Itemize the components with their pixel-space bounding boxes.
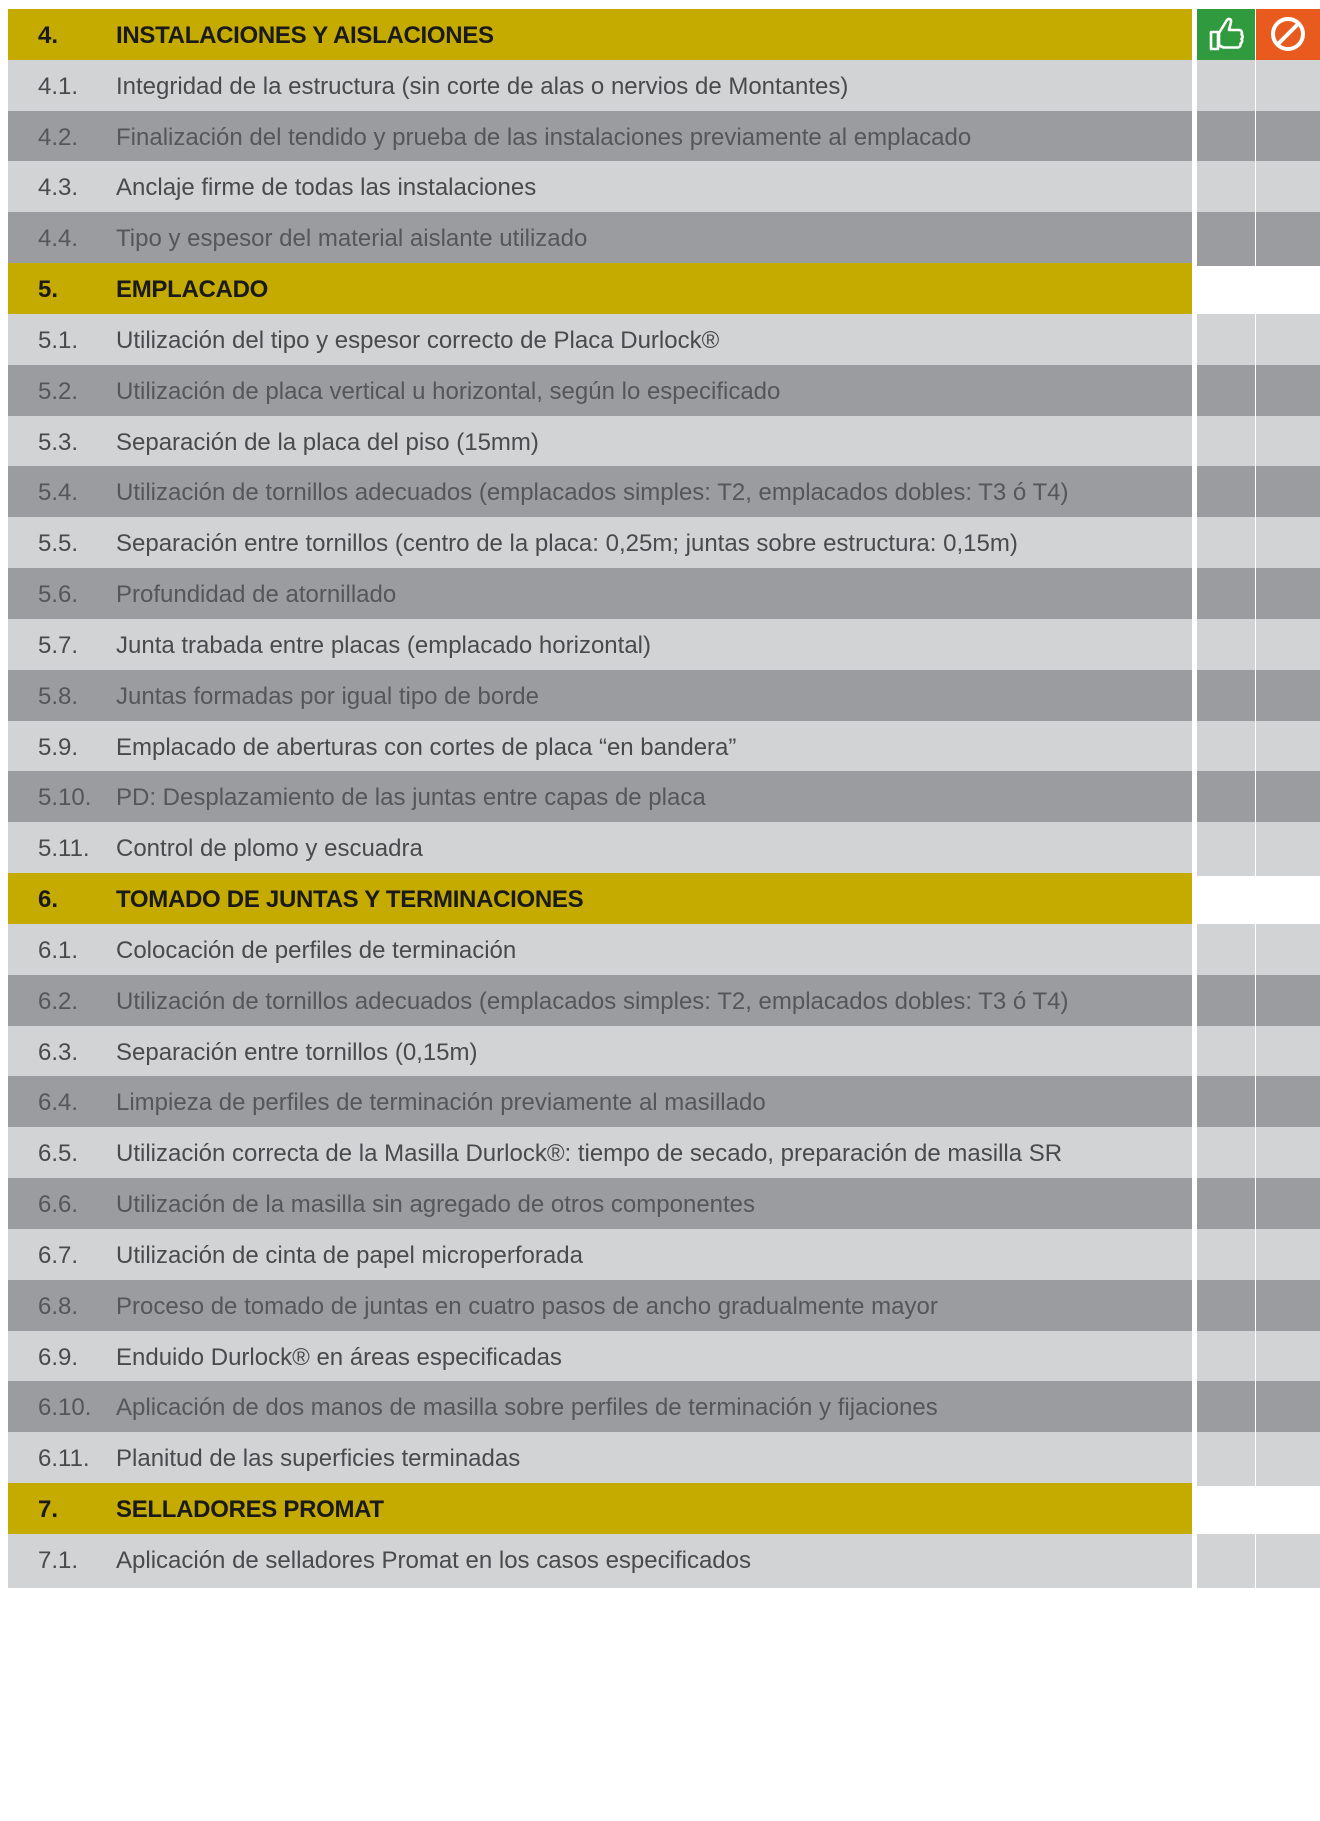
approve-checkbox[interactable] [1197, 365, 1255, 419]
item-number: 5.6. [38, 581, 79, 608]
reject-column-header [1256, 9, 1320, 63]
approve-checkbox[interactable] [1197, 466, 1255, 520]
reject-checkbox[interactable] [1256, 1178, 1320, 1232]
checklist-item [8, 161, 1192, 215]
approve-checkbox[interactable] [1197, 1331, 1255, 1385]
reject-checkbox[interactable] [1256, 822, 1320, 876]
item-text: Juntas formadas por igual tipo de borde [116, 683, 539, 710]
item-text: Integridad de la estructura (sin corte de alas o nervios de Montantes) [116, 73, 849, 100]
reject-checkbox[interactable] [1256, 416, 1320, 470]
approve-checkbox[interactable] [1197, 161, 1255, 215]
section-number: 6. [38, 886, 59, 913]
section-header [8, 1483, 1192, 1537]
reject-checkbox[interactable] [1256, 365, 1320, 419]
reject-checkbox[interactable] [1256, 1534, 1320, 1588]
item-text: Planitud de las superficies terminadas [116, 1445, 521, 1472]
approve-checkbox[interactable] [1197, 771, 1255, 825]
reject-checkbox[interactable] [1256, 212, 1320, 266]
reject-checkbox[interactable] [1256, 670, 1320, 724]
reject-checkbox[interactable] [1256, 1229, 1320, 1283]
checklist-item [8, 314, 1192, 368]
item-number: 5.7. [38, 632, 79, 659]
section-number: 7. [38, 1496, 59, 1523]
checklist-item [8, 365, 1192, 419]
approve-checkbox[interactable] [1197, 619, 1255, 673]
section-number: 4. [38, 22, 59, 49]
reject-checkbox[interactable] [1256, 568, 1320, 622]
checklist-item [8, 721, 1192, 775]
reject-checkbox[interactable] [1256, 466, 1320, 520]
item-text: Utilización de la masilla sin agregado de otros componentes [116, 1191, 756, 1218]
approve-checkbox[interactable] [1197, 1381, 1255, 1435]
section-title: TOMADO DE JUNTAS Y TERMINACIONES [116, 886, 584, 913]
reject-checkbox[interactable] [1256, 1076, 1320, 1130]
reject-checkbox[interactable] [1256, 1026, 1320, 1080]
checklist-item [8, 1331, 1192, 1385]
checklist-item [8, 1026, 1192, 1080]
checklist-item [8, 517, 1192, 571]
reject-checkbox[interactable] [1256, 1280, 1320, 1334]
item-text: Separación entre tornillos (centro de la placa: 0,25m; juntas sobre estructura: 0,15m) [116, 530, 1018, 557]
approve-checkbox[interactable] [1197, 212, 1255, 266]
item-text: Utilización de tornillos adecuados (emplacados simples: T2, emplacados dobles: T3 ó T4) [116, 988, 1069, 1015]
reject-checkbox[interactable] [1256, 111, 1320, 165]
item-number: 5.10. [38, 784, 92, 811]
prohibited-icon [1267, 13, 1309, 60]
reject-checkbox[interactable] [1256, 619, 1320, 673]
checklist-item [8, 568, 1192, 622]
approve-checkbox[interactable] [1197, 1026, 1255, 1080]
item-text: Anclaje firme de todas las instalaciones [116, 174, 537, 201]
reject-checkbox[interactable] [1256, 517, 1320, 571]
checklist-item [8, 111, 1192, 165]
item-text: Proceso de tomado de juntas en cuatro pasos de ancho gradualmente mayor [116, 1293, 938, 1320]
item-text: Tipo y espesor del material aislante utilizado [116, 225, 588, 252]
reject-checkbox[interactable] [1256, 1381, 1320, 1435]
item-number: 6.7. [38, 1242, 79, 1269]
approve-checkbox[interactable] [1197, 1178, 1255, 1232]
checklist-item [8, 924, 1192, 978]
item-text: Enduido Durlock® en áreas especificadas [116, 1344, 562, 1371]
reject-checkbox[interactable] [1256, 975, 1320, 1029]
checklist-item [8, 670, 1192, 724]
reject-checkbox[interactable] [1256, 314, 1320, 368]
section-title: SELLADORES PROMAT [116, 1496, 384, 1523]
item-text: Profundidad de atornillado [116, 581, 397, 608]
approve-checkbox[interactable] [1197, 1229, 1255, 1283]
checklist-item [8, 1381, 1192, 1435]
approve-checkbox[interactable] [1197, 975, 1255, 1029]
item-text: Utilización de tornillos adecuados (emplacados simples: T2, emplacados dobles: T3 ó T4) [116, 479, 1069, 506]
item-number: 6.4. [38, 1089, 79, 1116]
checklist-item [8, 1076, 1192, 1130]
section-number: 5. [38, 276, 59, 303]
checklist-item [8, 619, 1192, 673]
item-text: Emplacado de aberturas con cortes de placa “en bandera” [116, 734, 737, 761]
item-number: 5.11. [38, 835, 90, 862]
approve-checkbox[interactable] [1197, 1076, 1255, 1130]
reject-checkbox[interactable] [1256, 1331, 1320, 1385]
item-text: Utilización de placa vertical u horizontal, según lo especificado [116, 378, 781, 405]
item-number: 6.11. [38, 1445, 90, 1472]
item-number: 4.2. [38, 124, 79, 151]
item-number: 4.4. [38, 225, 79, 252]
item-number: 6.3. [38, 1039, 79, 1066]
approve-checkbox[interactable] [1197, 1280, 1255, 1334]
item-text: Separación entre tornillos (0,15m) [116, 1039, 478, 1066]
approve-checkbox[interactable] [1197, 1534, 1255, 1588]
item-number: 6.6. [38, 1191, 79, 1218]
item-number: 5.5. [38, 530, 79, 557]
checklist-item [8, 771, 1192, 825]
section-title: EMPLACADO [116, 276, 268, 303]
item-number: 6.2. [38, 988, 79, 1015]
item-text: Utilización de cinta de papel microperforada [116, 1242, 583, 1269]
item-text: Aplicación de dos manos de masilla sobre perfiles de terminación y fijaciones [116, 1394, 938, 1421]
reject-checkbox[interactable] [1256, 721, 1320, 775]
approve-column-header [1197, 9, 1255, 63]
section-header [8, 873, 1192, 927]
checklist-item [8, 822, 1192, 876]
item-number: 6.10. [38, 1394, 92, 1421]
approve-checkbox[interactable] [1197, 111, 1255, 165]
approve-checkbox[interactable] [1197, 670, 1255, 724]
item-text: Utilización del tipo y espesor correcto de Placa Durlock® [116, 327, 720, 354]
item-number: 5.4. [38, 479, 79, 506]
item-text: Control de plomo y escuadra [116, 835, 423, 862]
approve-checkbox[interactable] [1197, 568, 1255, 622]
checklist-item [8, 60, 1192, 114]
item-number: 4.3. [38, 174, 79, 201]
item-text: Finalización del tendido y prueba de las instalaciones previamente al emplacado [116, 124, 972, 151]
reject-checkbox[interactable] [1256, 924, 1320, 978]
section-header [8, 9, 1192, 63]
item-number: 7.1. [38, 1547, 79, 1574]
reject-checkbox[interactable] [1256, 771, 1320, 825]
item-number: 5.9. [38, 734, 79, 761]
approve-checkbox[interactable] [1197, 1432, 1255, 1486]
checklist-item [8, 1280, 1192, 1334]
approve-checkbox[interactable] [1197, 822, 1255, 876]
approve-checkbox[interactable] [1197, 60, 1255, 114]
thumbs-up-icon [1205, 13, 1247, 60]
reject-checkbox[interactable] [1256, 60, 1320, 114]
reject-checkbox[interactable] [1256, 1432, 1320, 1486]
item-text: PD: Desplazamiento de las juntas entre capas de placa [116, 784, 706, 811]
item-text: Junta trabada entre placas (emplacado horizontal) [116, 632, 651, 659]
item-number: 5.2. [38, 378, 79, 405]
checklist-item [8, 416, 1192, 470]
item-text: Utilización correcta de la Masilla Durlock®: tiempo de secado, preparación de masilla SR [116, 1140, 1063, 1167]
item-number: 6.9. [38, 1344, 79, 1371]
section-header [8, 263, 1192, 317]
item-text: Separación de la placa del piso (15mm) [116, 429, 539, 456]
checklist-item [8, 1127, 1192, 1181]
item-number: 4.1. [38, 73, 79, 100]
approve-checkbox[interactable] [1197, 1127, 1255, 1181]
checklist-item [8, 975, 1192, 1029]
item-number: 5.3. [38, 429, 79, 456]
item-text: Limpieza de perfiles de terminación previamente al masillado [116, 1089, 766, 1116]
item-number: 5.1. [38, 327, 79, 354]
checklist-item [8, 1534, 1192, 1588]
item-number: 5.8. [38, 683, 79, 710]
approve-checkbox[interactable] [1197, 924, 1255, 978]
item-number: 6.8. [38, 1293, 79, 1320]
item-number: 6.5. [38, 1140, 79, 1167]
reject-checkbox[interactable] [1256, 161, 1320, 215]
reject-checkbox[interactable] [1256, 1127, 1320, 1181]
checklist-item [8, 1432, 1192, 1486]
checklist-item [8, 1229, 1192, 1283]
checklist-item [8, 212, 1192, 266]
approve-checkbox[interactable] [1197, 517, 1255, 571]
item-text: Colocación de perfiles de terminación [116, 937, 517, 964]
checklist-item [8, 466, 1192, 520]
section-title: INSTALACIONES Y AISLACIONES [116, 22, 494, 49]
approve-checkbox[interactable] [1197, 314, 1255, 368]
checklist-item [8, 1178, 1192, 1232]
approve-checkbox[interactable] [1197, 416, 1255, 470]
item-text: Aplicación de selladores Promat en los casos especificados [116, 1547, 752, 1574]
item-number: 6.1. [38, 937, 79, 964]
approve-checkbox[interactable] [1197, 721, 1255, 775]
